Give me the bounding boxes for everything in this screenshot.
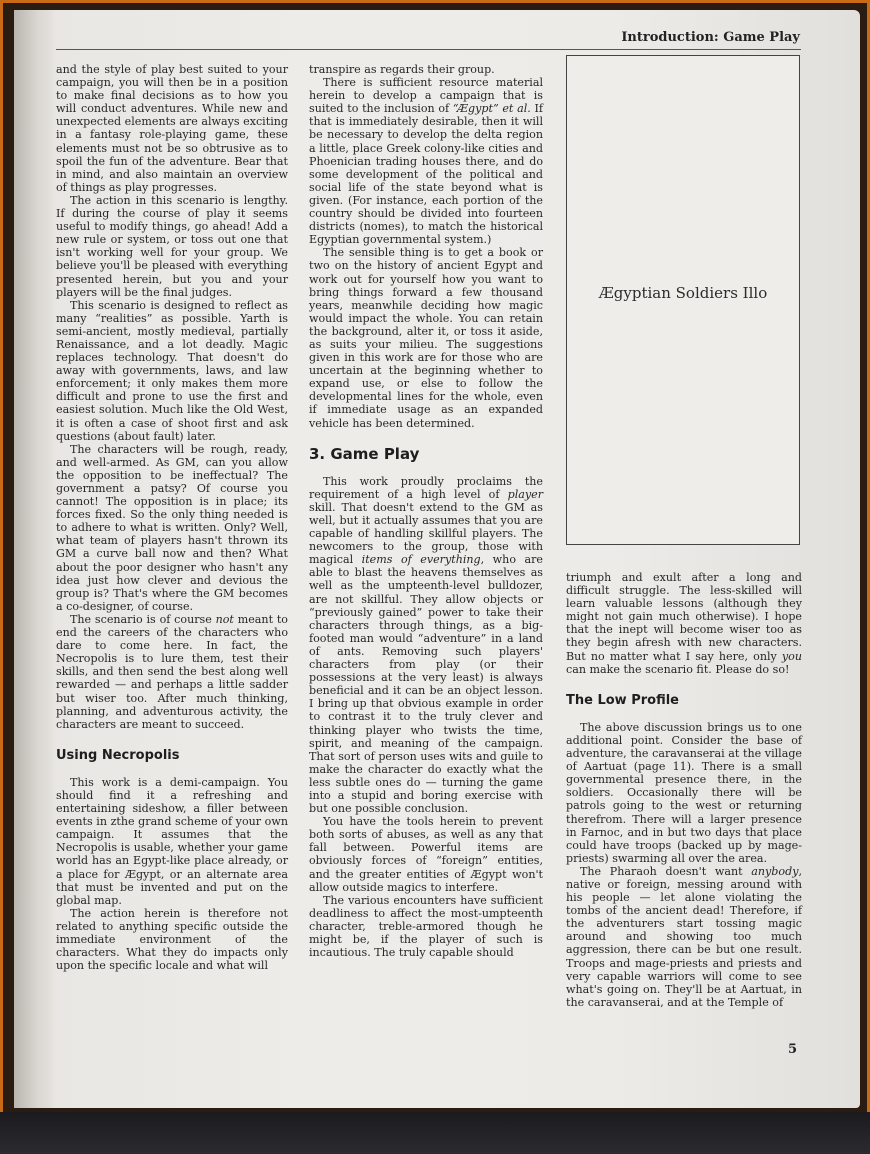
section-heading: Using Necropolis: [56, 747, 180, 763]
emphasis: “Ægypt” et al.: [452, 102, 531, 116]
paragraph: The action herein is therefore not related to anything specific outside the immediate environment of the characters. What they do impacts only upon the specific locale and what will: [56, 906, 288, 973]
paragraph: The characters will be rough, ready, and well-armed. As GM, can you allow the opposition to be ineffectual? The government a patsy? Of course you cannot! The opposition is in place; its forces fixed. So the only thing needed is to adhere to what is written. Only? Well, what team of players hasn't thrown its GM a curve ball now and then? What about the poor designer who hasn't any idea just how clever and devious the group is? That's where the GM becomes a co-designer, of course.: [56, 442, 288, 613]
page-number: 5: [788, 1042, 798, 1057]
text-run: This work proudly proclaims the requirement of a high level of: [309, 474, 543, 501]
column-right: [566, 571, 802, 1009]
paragraph: [566, 865, 802, 1009]
paragraph: [309, 475, 543, 815]
text-run: triumph and exult after a long and difficult struggle. The less-skilled will learn valuable lessons (although they might not gain much otherwise). I hope that the inept will become wiser too as they begin afresh with new characters. But no matter what I say here, only: [566, 571, 802, 663]
page-gutter-shadow: [14, 10, 56, 1108]
emphasis: player: [507, 487, 543, 501]
paragraph: [566, 571, 802, 676]
paragraph: and the style of play best suited to your campaign, you will then be in a position to make final decisions as to how you will conduct adventures. While new and unexpected elements are always exciting in a fantasy role-playing game, these elements must not be so obtrusive as to spoil the fun of the adventure. Bear that in mind, and also maintain an overview of things as play progresses.: [56, 63, 288, 194]
emphasis: anybody: [751, 864, 799, 878]
paragraph: The action in this scenario is lengthy. If during the course of play it seems useful to modify things, go ahead! Add a new rule or system, or toss out one that isn't working well for your group. We believe you'll be pleased with everything presented herein, but you and your players will be the final judges.: [56, 193, 288, 299]
text-run: There is sufficient resource material herein to develop a campaign that is suited to the inclusion of: [309, 76, 543, 116]
column-middle: [309, 63, 543, 959]
paragraph: transpire as regards their group.: [309, 63, 495, 76]
emphasis: not: [215, 612, 234, 626]
paragraph: You have the tools herein to prevent both sorts of abuses, as well as any that fall between. Powerful items are obviously forces of “foreign” entities, and the greater entities of Ægypt won't allow outside magics to interfere.: [309, 815, 543, 894]
running-header: Introduction: Game Play: [621, 30, 800, 45]
paragraph: [309, 76, 543, 246]
illustration-placeholder: [566, 55, 800, 545]
desk-background: [0, 1112, 870, 1154]
emphasis: you: [781, 649, 802, 663]
text-run: The Pharaoh doesn't want: [580, 864, 752, 878]
paragraph: The various encounters have sufficient deadliness to affect the most-umpteenth character, treble-armored though he might be, if the player of such is incautious. The truly capable should: [309, 893, 543, 960]
text-run: , who are able to blast the heavens themselves as well as the umpteenth-level bulldozer, are not skillful. They allow objects or “previously gained” power to take their characters through things, as a big-footed man would “adventure” in a land of ants. Removing such players' characters from play (or their possessions at the very least) is always beneficial and it can be an object lesson. I bring up that obvious example in order to contrast it to the truly clever and thinking player who twists the time, spirit, and meaning of the campaign. That sort of person uses wits and guile to make the character do exactly what the less subtle ones do — turning the game into a stupid and boring exercise with but one possible conclusion.: [309, 553, 543, 816]
paragraph: The sensible thing is to get a book or two on the history of ancient Egypt and work out for yourself how you want to bring things forward a few thousand years, meanwhile deciding how magic would impact the whole. You can retain the background, alter it, or toss it aside, as suits your milieu. The suggestions given in this work are for those who are uncertain at the beginning whether to expand use, or else to follow the developmental lines for the whole, even if immediate usage as an expanded vehicle has been determined.: [309, 246, 543, 430]
paragraph: [56, 613, 288, 731]
paragraph: This scenario is designed to reflect as many “realities” as possible. Yarth is semi-ancient, mostly medieval, partially Renaissance, and a lot deadly. Magic replaces technology. That doesn't do away with governments, laws, and law enforcement; it only makes them more difficult and prone to use the first and easiest solution. Much like the Old West, it is often a case of shoot first and ask questions (about fault) later.: [56, 298, 288, 443]
text-run: The scenario is of course: [70, 612, 216, 626]
text-run: meant to end the careers of the characters who dare to come here. In fact, the Necropolis is to lure them, test their skills, and then send the best along well rewarded — and perhaps a little sadder but wiser too. After much thinking, planning, and adventurous activity, the characters are meant to succeed.: [56, 612, 288, 731]
text-run: can make the scenario fit. Please do so!: [566, 662, 790, 676]
section-heading: The Low Profile: [566, 692, 679, 708]
text-run: skill. That doesn't extend to the GM as well, but it actually assumes that you are capable of handling skillful players. The newcomers to the group, those with magical: [309, 500, 543, 567]
emphasis: items of everything: [361, 553, 481, 567]
text-run: , native or foreign, messing around with his people — let alone violating the tombs of the ancient dead! Therefore, if the adventurers start tossing magic around and showing too much aggression, there can be but one result. Troops and mage-priests and priests and very capable warriors will come to see what's going on. They'll be at Aartuat, in the caravanserai, and at the Temple of: [566, 864, 802, 1009]
text-run: If that is immediately desirable, then it will be necessary to develop the delta region a little, place Greek colony-like cities and Phoenician trading houses there, and do some development of the political and social life of the state beyond what is given. (For instance, each portion of the country should be divided into fourteen districts (nomes), to match the historical Egyptian governmental system.): [309, 102, 543, 247]
header-rule: [56, 49, 801, 50]
section-heading: 3. Game Play: [309, 444, 420, 463]
paragraph: The above discussion brings us to one additional point. Consider the base of adventure, the caravanserai at the village of Aartuat (page 11). There is a small governmental presence there, in the soldiers. Occasionally there will be patrols going to the west or returning therefrom. There will a larger presence in Farnoc, and in but two days that place could have troops (backed up by mage-priests) swarming all over the area.: [566, 720, 802, 865]
illustration-caption: Ægyptian Soldiers Illo: [598, 284, 768, 302]
paragraph: This work is a demi-campaign. You should find it a refreshing and entertaining sideshow, a filler between events in zthe grand scheme of your own campaign. It assumes that the Necropolis is usable, whether your game world has an Egypt-like place already, or a place for Ægypt, or an alternate area that must be invented and put on the global map.: [56, 775, 288, 907]
column-left: [56, 63, 288, 972]
